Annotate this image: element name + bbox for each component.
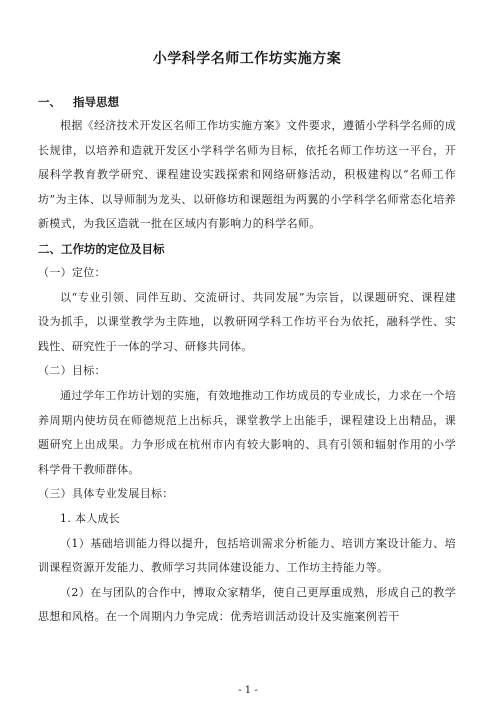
training-ability-paragraph: （1）基础培训能力得以提升，包括培训需求分析能力、培训方案设计能力、培训课程资源开发能力、教师学习共同体建设能力、工作坊主持能力等。 xyxy=(38,536,456,575)
subheading-positioning: （一）定位： xyxy=(38,265,106,279)
document-title: 小学科学名师工作坊实施方案 xyxy=(152,51,342,67)
list-item-personal-growth: 1. 本人成长 xyxy=(60,511,121,525)
team-cooperation-paragraph: （2）在与团队的合作中，博取众家精华，使自己更厚重成熟，形成自己的教学思想和风格。在一个周期内力争完成：优秀培训活动设计及实施案例若干 xyxy=(38,585,456,624)
subheading-goals: （二）目标： xyxy=(38,364,106,378)
section-heading-2: 二、工作坊的定位及目标 xyxy=(38,241,165,256)
guiding-ideology-paragraph: 根据《经济技术开发区名师工作坊实施方案》文件要求，遵循小学科学名师的成长规律，以培养和造就开发区小学科学名师为目标，依托名师工作坊这一平台，开展科学教育教学研究、课程建设实践探索和网络研修活动，积极建构以“名师工作坊”为主体、以导师制为龙头、以研修坊和课题组为两翼的小学科学名师常态化培养新模式，为我区造就一批在区域内有影响力的科学名师。 xyxy=(38,119,456,231)
section-number: 一、 xyxy=(38,95,61,109)
positioning-paragraph: 以“专业引领、同伴互助、交流研讨、共同发展”为宗旨，以课题研究、课程建设为抓手，以课堂教学为主阵地，以教研网学科工作坊平台为依托，融科学性、实践性、研究性于一体的学习、研修共同体。 xyxy=(38,290,456,353)
section-heading-text: 指导思想 xyxy=(73,95,119,109)
page-number: - 1 - xyxy=(238,685,258,696)
subheading-specific-goals: （三）具体专业发展目标： xyxy=(38,487,174,501)
goals-paragraph: 通过学年工作坊计划的实施，有效地推动工作坊成员的专业成长，力求在一个培养周期内使坊员在师德规范上出标兵，课堂教学上出能手，课程建设上出精品，课题研究上出成果。力争形成在杭州市内有较大影响的、具有引领和辐射作用的小学科学骨干教师群体。 xyxy=(38,388,456,476)
section-heading-1 xyxy=(38,90,456,114)
